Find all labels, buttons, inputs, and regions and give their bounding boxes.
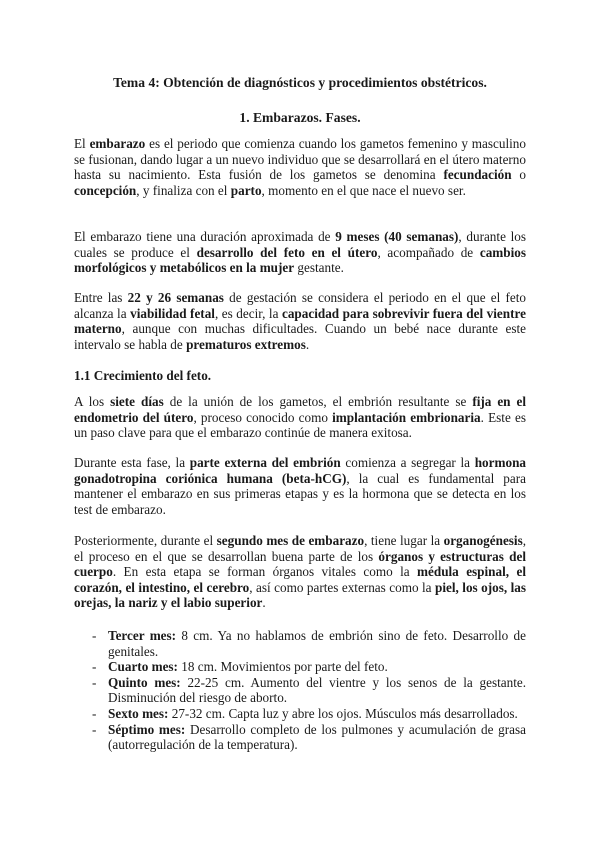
bold-text: concepción [74,182,137,198]
text-run: , así como partes externas como la [249,579,435,595]
month-text: Desarrollo completo de los pulmones y acumulación de grasa (autorregulación de la temperatura). [108,721,526,753]
bold-text: fecundación [443,167,512,183]
paragraph-viabilidad [74,290,526,352]
text-run: . [305,336,310,352]
bullet-dash: - [92,674,97,690]
text-run: , aunque con muchas dificultades. Cuando un bebé nace durante este intervalo se habla de [74,321,526,352]
month-label: Sexto mes: [108,705,169,721]
list-item [92,628,526,659]
text-run: , durante los cuales se produce el [74,229,526,260]
bullet-dash: - [92,659,97,675]
paragraph-hcg [74,455,526,517]
month-label: Tercer mes: [108,628,177,643]
bold-text: organogénesis [443,533,523,548]
bold-text: viabilidad fetal [130,305,215,321]
text-run: , proceso conocido como [193,409,333,425]
paragraph-implantacion [74,394,526,441]
list-item [92,706,526,722]
text-run: o [511,167,526,183]
text-run: , acompañado de [377,244,480,260]
bold-text: parte externa del embrión [189,455,341,470]
text-run: El embarazo tiene una duración aproximada de [74,229,336,244]
bullet-dash: - [92,721,97,737]
document-title: Tema 4: Obtención de diagnósticos y procedimientos obstétricos. [113,75,487,90]
text-run: Entre las [74,290,128,305]
text-run: de la unión de los gametos, el embrión resultante se [163,394,473,409]
list-item [92,659,526,675]
text-run: El [74,136,90,151]
text-run: de gestación se considera el periodo en el que el feto alcanza la [74,290,527,321]
text-run: , la cual es fundamental para mantener el embarazo en sus primeras etapas y es la hormona que se detecta en los test de embarazo. [74,470,526,517]
text-run: gestante. [294,260,344,276]
bold-text: 9 meses (40 semanas) [335,229,459,244]
bold-text: capacidad para sobrevivir fuera del vientre materno [74,305,526,337]
month-label: Cuarto mes: [108,659,178,675]
text-run: . [262,595,266,611]
text-run: , momento en el que nace el nuevo ser. [261,182,466,198]
bullet-dash: - [92,628,97,643]
text-run: , es decir, la [214,305,282,321]
bold-text: hormona gonadotropina coriónica humana (beta-hCG) [74,455,526,486]
bold-text: 22 y 26 semanas [127,290,224,305]
bold-text: parto [230,182,262,198]
bold-text: segundo mes de embarazo [216,533,365,548]
bold-text: órganos y estructuras del cuerpo [74,548,526,580]
bold-text: piel, los ojos, las orejas, la nariz y el labio superior [74,579,526,611]
month-label: Quinto mes: [108,674,181,690]
text-run: , y finaliza con el [136,182,231,198]
paragraph-duracion [74,229,526,276]
bold-text: desarrollo del feto en el útero [196,244,378,260]
list-item [92,675,526,706]
months-list [92,628,526,753]
text-run: comienza a segregar la [340,455,475,470]
month-text: 22-25 cm. Aumento del vientre y los senos de la gestante. Disminución del riesgo de aborto. [108,674,527,706]
text-run: . Este es un paso clave para que el embarazo continúe de manera exitosa. [74,409,526,441]
bullet-dash: - [92,705,97,721]
bold-text: prematuros extremos [186,336,306,352]
text-run: Posteriormente, durante el [74,533,217,548]
bold-text: siete días [110,394,164,409]
text-run: , tiene lugar la [364,533,444,548]
bold-text: embarazo [89,136,146,151]
month-text: 27-32 cm. Capta luz y abre los ojos. Músculos más desarrollados. [168,705,518,721]
bold-text: médula espinal, el corazón, el intestino, el cerebro [74,564,526,595]
paragraph-embarazo [74,136,526,198]
text-run: Durante esta fase, la [74,455,190,470]
section-heading: 1. Embarazos. Fases. [239,110,361,125]
bold-text: implantación embrionaria [332,409,481,425]
text-run: . En esta etapa se forman órganos vitales como la [112,564,418,580]
text-run: A los [74,394,111,409]
text-run: es el periodo que comienza cuando los gametos femenino y masculino se fusionan, dando lugar a un nuevo individuo que se desarrollará en el útero materno hasta su nacimiento. Esta fusión de los gametos se denomina [74,136,526,183]
month-label: Séptimo mes: [108,721,186,737]
bold-text: fija en el endometrio del útero [74,394,527,425]
month-text: 8 cm. Ya no hablamos de embrión sino de feto. Desarrollo de genitales. [108,628,526,659]
bold-text: cambios morfológicos y metabólicos en la mujer [74,244,526,276]
text-run: , el proceso en el que se desarrollan buena parte de los [74,533,527,564]
list-item [92,722,526,753]
subsection-heading: 1.1 Crecimiento del feto. [74,368,212,383]
paragraph-organogenesis [74,533,526,611]
month-text: 18 cm. Movimientos por parte del feto. [177,659,388,675]
